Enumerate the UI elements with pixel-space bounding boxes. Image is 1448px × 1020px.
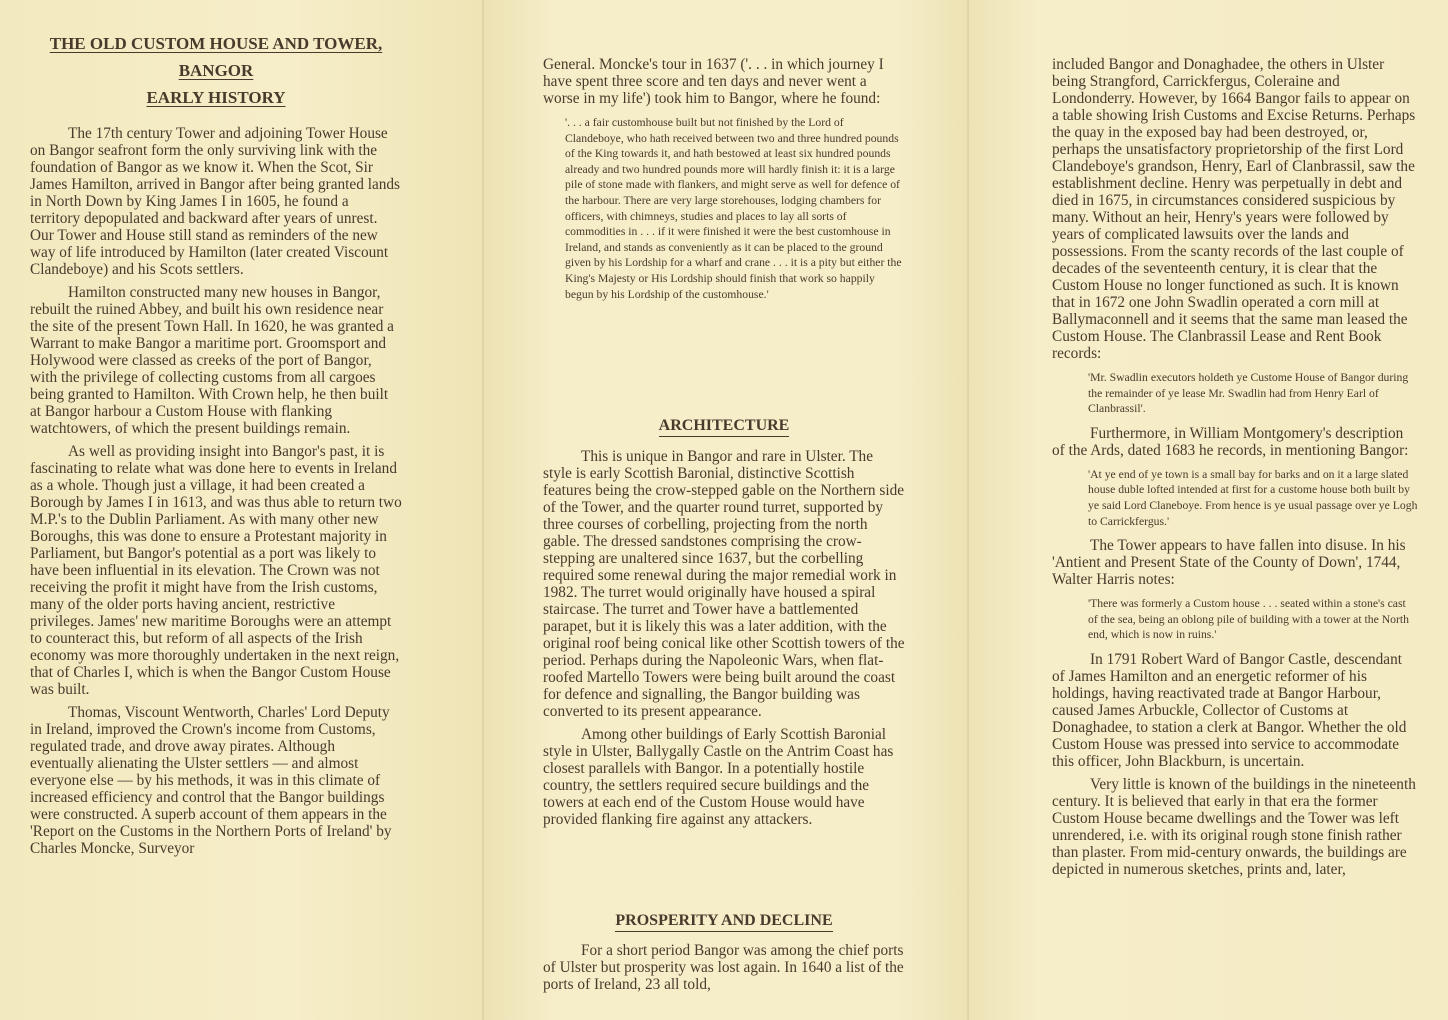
paragraph: Furthermore, in William Montgomery's description of the Ards, dated 1683 he records, in mentioning Bangor:: [1052, 424, 1409, 459]
section-heading-prosperity: [543, 912, 905, 930]
column-2: [543, 56, 905, 310]
section-heading-architecture: [543, 417, 905, 435]
heading-text: ARCHITECTURE: [659, 417, 790, 437]
prosperity-section: [543, 942, 915, 999]
block-quote: 'Mr. Swadlin executors holdeth ye Custome House of Bangor during the remainder of ye lease Mr. Swadlin had from Henry Earl of Clanbrassil'.: [1088, 371, 1409, 416]
column-3: [1052, 56, 1418, 884]
paragraph: The 17th century Tower and adjoining Tower House on Bangor seafront form the only surviving link with the foundation of Bangor as we know it. When the Scot, Sir James Hamilton, arrived in Bangor after being granted lands in North Down by King James I in 1605, he found a territory depopulated and backward after years of unrest. Our Tower and House still stand as reminders of the new way of life introduced by Hamilton (later created Viscount Clandeboye) and his Scots settlers.: [30, 125, 400, 278]
heading-text: PROSPERITY AND DECLINE: [615, 912, 832, 932]
paragraph: Hamilton constructed many new houses in Bangor, rebuilt the ruined Abbey, and built his own residence near the site of the present Town Hall. In 1620, he was granted a Warrant to make Bangor a maritime port. Groomsport and Holywood were classed as creeks of the port of Bangor, with the privilege of collecting customs from all cargoes being granted to Hamilton. With Crown help, he then built at Bangor harbour a Custom House with flanking watchtowers, of which the present buildings remain.: [30, 284, 394, 437]
paragraph: Thomas, Viscount Wentworth, Charles' Lord Deputy in Ireland, improved the Crown's income from Customs, regulated trade, and drove away pirates. Although eventually alienating the Ulster settlers — and almost everyone else — by his methods, it was in this climate of increased efficiency and control that the Bangor buildings were constructed. A superb account of them appears in the 'Report on the Customs in the Northern Ports of Ireland' by Charles Moncke, Surveyor: [30, 704, 392, 857]
paragraph: The Tower appears to have fallen into disuse. In his 'Antient and Present State of the County of Down', 1744, Walter Harris notes:: [1052, 537, 1406, 589]
paragraph: General. Moncke's tour in 1637 ('. . . in which journey I have spent three score and ten days and never went a worse in my life') took him to Bangor, where he found:: [543, 56, 884, 107]
section-heading-early-history: [30, 84, 402, 111]
paragraph: As well as providing insight into Bangor's past, it is fascinating to relate what was done here to events in Ireland as a whole. Though just a village, it had been created a Borough by James I in 1613, and was thus able to return two M.P.'s to the Dublin Parliament. As with many other new Boroughs, this was done to ensure a Protestant majority in Parliament, but Bangor's potential as a port was likely to have been influential in its elevation. The Crown was not receiving the profit it might have from the Irish customs, many of the older ports having ancient, restrictive privileges. James' new maritime Boroughs were an attempt to counteract this, but reform of all aspects of the Irish economy was more thoroughly undertaken in the next reign, that of Charles I, which is when the Bangor Custom House was built.: [30, 443, 402, 698]
paragraph: For a short period Bangor was among the chief ports of Ulster but prosperity was lost again. In 1640 a list of the ports of Ireland, 23 all told,: [543, 942, 904, 993]
paragraph: This is unique in Bangor and rare in Ulster. The style is early Scottish Baronial, distinctive Scottish features being the crow-stepped gable on the Northern side of the Tower, and the quarter round turret, supported by three courses of corbelling, projecting from the north gable. The dressed sandstones comprising the crow-stepping are unaltered since 1637, but the corbelling required some renewal during the major remedial work in 1982. The turret would originally have housed a spiral staircase. The turret and Tower have a battlemented parapet, but it is likely this was a later addition, with the original roof being conical like other Scottish towers of the period. Perhaps during the Napoleonic Wars, when flat-roofed Martello Towers were being built around the coast for defence and signalling, the Bangor building was converted to its present appearance.: [543, 448, 905, 720]
document-subtitle: [30, 57, 402, 84]
block-quote: '. . . a fair customhouse built but not finished by the Lord of Clandeboye, who hath received between two and three hundred pounds of the King towards it, and hath bestowed at least six hundred pounds already and two hundred pounds more will hardly finish it: it is a large pile of stone made with flankers, and might serve as well for defence of the harbour. There are very large storehouses, lodging chambers for officers, with chimneys, studies and places to lay all sorts of commodities in . . . if it were finished it were the best customhouse in Ireland, and stands as conveniently as it can be placed to the ground given by his Lordship for a wharf and crane . . . it is a pity but either the King's Majesty or His Lordship should finish that work so happily begun by his Lordship of the customhouse.': [565, 116, 902, 301]
document-title: [30, 30, 402, 57]
fold-line: [967, 0, 969, 1020]
paragraph: Very little is known of the buildings in the nineteenth century. It is believed that early in that era the former Custom House became dwellings and the Tower was left unrendered, i.e. with its original rough stone finish rather than plaster. From mid-century onwards, the buildings are depicted in numerous sketches, prints and, later,: [1052, 775, 1416, 878]
block-quote: 'At ye end of ye town is a small bay for barks and on it a large slated house duble lofted intended at first for a custome house both built by ye said Lord Claneboye. From hence is ye usual passage over ye Logh to Carrickfergus.': [1088, 467, 1418, 528]
paragraph: In 1791 Robert Ward of Bangor Castle, descendant of James Hamilton and an energetic reformer of his holdings, having reactivated trade at Bangor Harbour, caused James Arbuckle, Collector of Customs at Donaghadee, to station a clerk at Bangor. Whether the old Custom House was pressed into service to accommodate this officer, John Blackburn, is uncertain.: [1052, 650, 1407, 770]
column-1: [30, 30, 402, 863]
title-line-1: THE OLD CUSTOM HOUSE AND TOWER,: [49, 34, 383, 53]
fold-line: [482, 0, 484, 1020]
paragraph: included Bangor and Donaghadee, the others in Ulster being Strangford, Carrickfergus, Coleraine and Londonderry. However, by 1664 Bangor fails to appear on a table showing Irish Customs and Excise Returns. Perhaps the quay in the exposed bay had been destroyed, or, perhaps the unsatisfactory proprietorship of the first Lord Clandeboye's grandson, Henry, Earl of Clanbrassil, saw the establishment decline. Henry was perpetually in debt and died in 1675, in circumstances considered suspicious by many. Without an heir, Henry's years were followed by years of complicated lawsuits over the lands and possessions. From the scanty records of the last couple of decades of the seventeenth century, it is clear that the Custom House no longer functioned as such. It is known that in 1672 one John Swadlin operated a corn mill at Ballymaconnell and it seems that the same man leased the Custom House. The Clanbrassil Lease and Rent Book records:: [1052, 56, 1416, 362]
title-line-2: BANGOR: [178, 61, 254, 80]
architecture-section: [543, 448, 905, 834]
title-line-3: EARLY HISTORY: [146, 88, 286, 107]
block-quote: 'There was formerly a Custom house . . . seated within a stone's cast of the sea, being an oblong pile of building with a tower at the North end, which is now in ruins.': [1088, 597, 1410, 642]
paragraph: Among other buildings of Early Scottish Baronial style in Ulster, Ballygally Castle on the Antrim Coast has closest parallels with Bangor. In a potentially hostile country, the settlers required secure buildings and the towers at each end of the Custom House would have provided flanking fire against any attackers.: [543, 726, 894, 828]
